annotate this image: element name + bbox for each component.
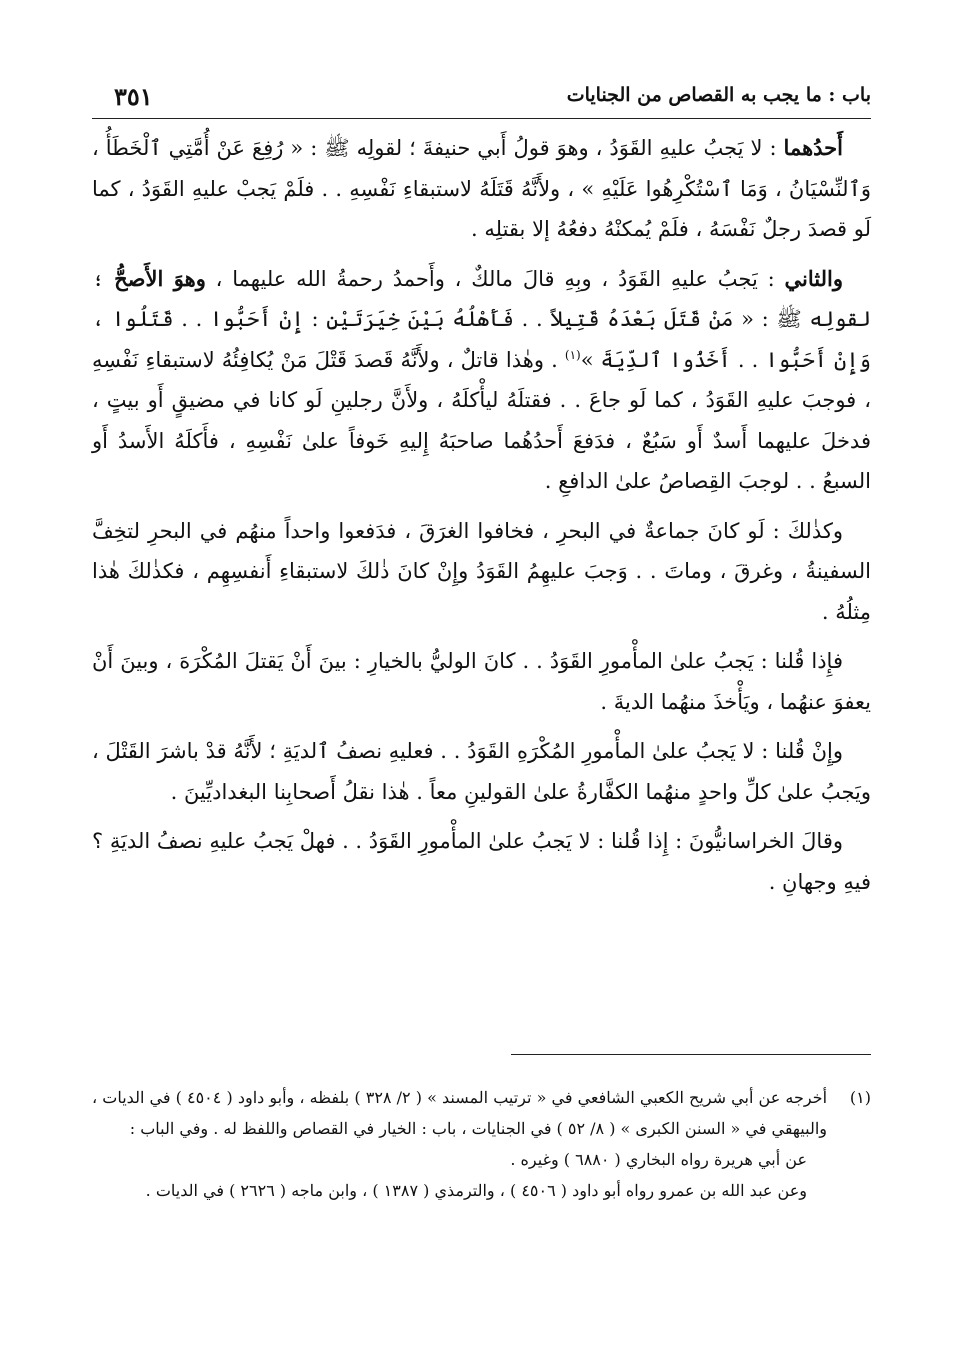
main-text [92,128,871,911]
chapter-title: باب : ما يجب به القصاص من الجنايات [566,84,871,106]
footnote-text: أخرجه عن أبي شريح الكعبي الشافعي في « ترتيب المسند » ( ٢/ ٣٢٨ ) بلفظه ، وأبو داود ( ٤٥٠٤ ) في الديات ، والبيهقي في « السنن الكبرى » ( ٨/ ٥٢ ) في الجنايات ، باب : الخيار في القصاص واللفظ له . وفي الباب : [92,1088,828,1138]
term-first: أَحدُهما [783,135,843,160]
paragraph-text: وإِنْ قُلنا : لا يَجبُ علىٰ المأْمورِ المُكْرَهِ القَوَدُ . . فعليهِ نصفُ ٱلديَةِ ؛ لأَنَّهُ قدْ باشرَ القَتْلَ ، ويَجبُ علىٰ كلِّ واحدٍ منهُما الكفَّارةُ علىٰ القولينِ معاً . هٰذا نقلُ أَصحابِنا البغداديِّينَ . [92,739,871,804]
paragraph-first-opinion [92,128,871,250]
footnote-marker[interactable]: (١) [564,347,581,362]
term-second: والثاني [784,265,843,291]
paragraph-text: ؛ لقولِه ﷺ : « مَنْ قَتَلَ بَعْدَهُ قَتِيلاً . . فَأَهْلُهُ بَيْنَ خِيَرَتَيْنِ : إِنْ أَحَبُّوا . . قَتَلُوا ، وَإِنْ أَحَبُّوا . . أَخَذُوا ٱلدِّيَةَ » [92,266,871,372]
paragraph-text: وكذٰلكَ : لَو كانَ جماعةٌ في البحرِ ، فخافوا الغرَقَ ، فدَفعوا واحداً منهُم في البحرِ لتخِفَّ السفينةُ ، وغرقَ ، وماتَ . . وَجبَ عليهِمُ القَوَدُ وإِنْ كانَ ذٰلكَ لاستبقاءِ أَنفسِهِم ، فكذٰلكَ هٰذا مِثلُهُ . [92,518,871,624]
page-number: ٣٥١ [114,82,153,111]
paragraph-second-opinion [92,259,871,502]
paragraph-ship-example [92,511,871,633]
paragraph-text: . وهٰذا قاتلٌ ، ولأَنَّهُ قَصدَ قَتْلَ مَنْ يُكافِئُهُ لاستبقاءِ نَفْسِهِ ، فوجبَ عليهِ القَوَدُ ، كما لَو جاعَ . . فقتلَهُ ليأْكلَهُ ، ولأَنَّ رجلينِ لَو كانا في مضيقٍ أَو بيتٍ ، فدخلَ عليهما أَسدٌ أَو سَبُعٌ ، فدَفعَ أَحدُهُما صاحبَهُ إِليهِ خَوفاً علىٰ نَفْسِهِ ، فأَكلَهُ الأَسدُ أَو السبعُ . . لوجبَ القِصاصُ علىٰ الدافعِ . [92,347,871,493]
paragraph-if-not-obligatory [92,731,871,812]
paragraph-text: : يَجبُ عليهِ القَوَدُ ، وبِهِ قالَ مالكٌ ، وأَحمدُ رحمةُ الله عليهما ، [205,266,785,291]
footnote-item [92,1082,871,1206]
footnotes [92,1082,871,1206]
footnote-text: وعن عبد الله بن عمرو رواه أبو داود ( ٤٥٠٦ ) ، والترمذي ( ١٣٨٧ ) ، وابن ماجه ( ٢٦٢٦ ) في الديات . [145,1181,807,1200]
footnote-number: (١) [849,1088,871,1107]
footnote-text: عن أبي هريرة رواه البخاري ( ٦٨٨٠ ) وغيره . [510,1150,807,1169]
paragraph-text: : لا يَجبُ عليهِ القَوَدُ ، وهوَ قولُ أَبي حنيفةَ ؛ لقولِه ﷺ : « رُفِعَ عَنْ أُمَّتِي ٱلْخَطَأُ ، وَٱلنِّسْيَانُ ، وَمَا ٱسْتُكْرِهُوا عَلَيْهِ » ، ولأَنَّهُ قَتَلَهُ لاستبقاءِ نَفْسِهِ . . فلَمْ يَجبْ عليهِ القَوَدُ ، كما لَو قصدَ رجلٌ نَفْسَهُ ، فلَمْ يُمكنْهُ دفعُهُ إلا بقتلِه . [92,136,871,241]
term-preferred: وهوَ الأَصحُّ [114,265,206,291]
paragraph-text: وقالَ الخراسانيُّونَ : إِذا قُلنا : لا يَجبُ علىٰ المأْمورِ القَوَدُ . . فهلْ يَجبُ عليهِ نصفُ الديَةِ ؟ فيهِ وجهانِ . [92,829,871,894]
paragraph-text: فإِذا قُلنا : يَجبُ علىٰ المأْمورِ القَوَدُ . . كانَ الوليُّ بالخيارِ : بينَ أَنْ يَقتلَ المُكْرَهَ ، وبينَ أَنْ يعفوَ عنهُما ، ويَأْخذَ منهُما الديةَ . [92,649,871,714]
footnote-separator [511,1054,871,1055]
paragraph-if-obligatory [92,641,871,722]
paragraph-khurasanis [92,821,871,902]
running-header [92,78,871,119]
